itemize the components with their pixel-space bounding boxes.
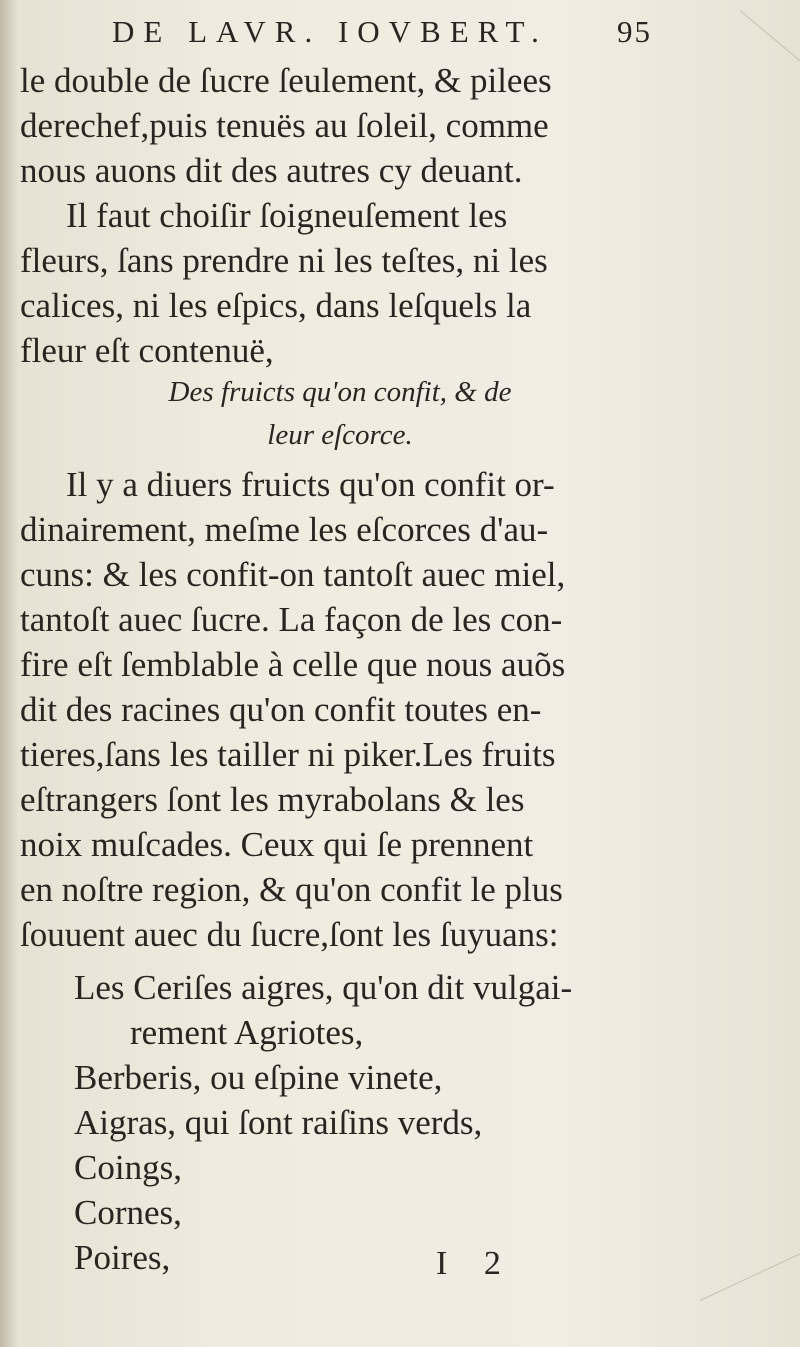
text-line: calices, ni les eſpics, dans leſquels la (20, 286, 532, 325)
fruit-list (74, 965, 674, 1280)
text-line: dinairement, meſme les eſcorces d'au- (20, 510, 549, 549)
text-block-top (20, 58, 660, 373)
text-block-middle (20, 462, 660, 957)
heading-line: Des fruicts qu'on confit, & de (168, 376, 512, 408)
text-line: derechef,puis tenuës au ſoleil, comme (20, 106, 549, 145)
heading-line: leur eſcorce. (267, 419, 413, 451)
list-item: Berberis, ou eſpine vinete, (74, 1058, 443, 1097)
text-line: en noſtre region, & qu'on confit le plus (20, 870, 563, 909)
list-item: Cornes, (74, 1193, 182, 1232)
text-line: fleurs, ſans prendre ni les teſtes, ni les (20, 241, 548, 280)
list-item: Poires, (74, 1238, 171, 1277)
text-line: eſtrangers ſont les myrabolans & les (20, 780, 525, 819)
list-item: Coings, (74, 1148, 182, 1187)
list-item: Les Ceriſes aigres, qu'on dit vulgai- (74, 968, 573, 1007)
page-number: 95 (617, 14, 652, 49)
text-line: Il faut choiſir ſoigneuſement les (66, 196, 508, 235)
running-head (112, 14, 652, 50)
running-head-title: DE LAVR. IOVBERT. (112, 14, 548, 49)
paper-scratch (740, 10, 800, 62)
text-line: cuns: & les confit-on tantoſt auec miel, (20, 555, 566, 594)
signature-mark: I 2 (436, 1245, 515, 1282)
text-line: Il y a diuers fruicts qu'on confit or- (66, 465, 555, 504)
text-line: tieres,ſans les tailler ni piker.Les fruits (20, 735, 556, 774)
text-line: noix muſcades. Ceux qui ſe prennent (20, 825, 534, 864)
paper-scratch (700, 1249, 800, 1301)
text-line: ſouuent auec du ſucre,ſont les ſuyuans: (20, 915, 559, 954)
text-line: fire eſt ſemblable à celle que nous auõs (20, 645, 566, 684)
text-line: fleur eſt contenuë, (20, 331, 274, 370)
text-line: le double de ſucre ſeulement, & pilees (20, 61, 552, 100)
section-heading (20, 371, 660, 457)
list-item: Aigras, qui ſont raiſins verds, (74, 1103, 483, 1142)
gutter-shadow (0, 0, 18, 1347)
text-line: nous auons dit des autres cy deuant. (20, 151, 523, 190)
list-item-continuation: rement Agriotes, (130, 1013, 364, 1052)
text-line: tantoſt auec ſucre. La façon de les con- (20, 600, 563, 639)
text-line: dit des racines qu'on confit toutes en- (20, 690, 542, 729)
